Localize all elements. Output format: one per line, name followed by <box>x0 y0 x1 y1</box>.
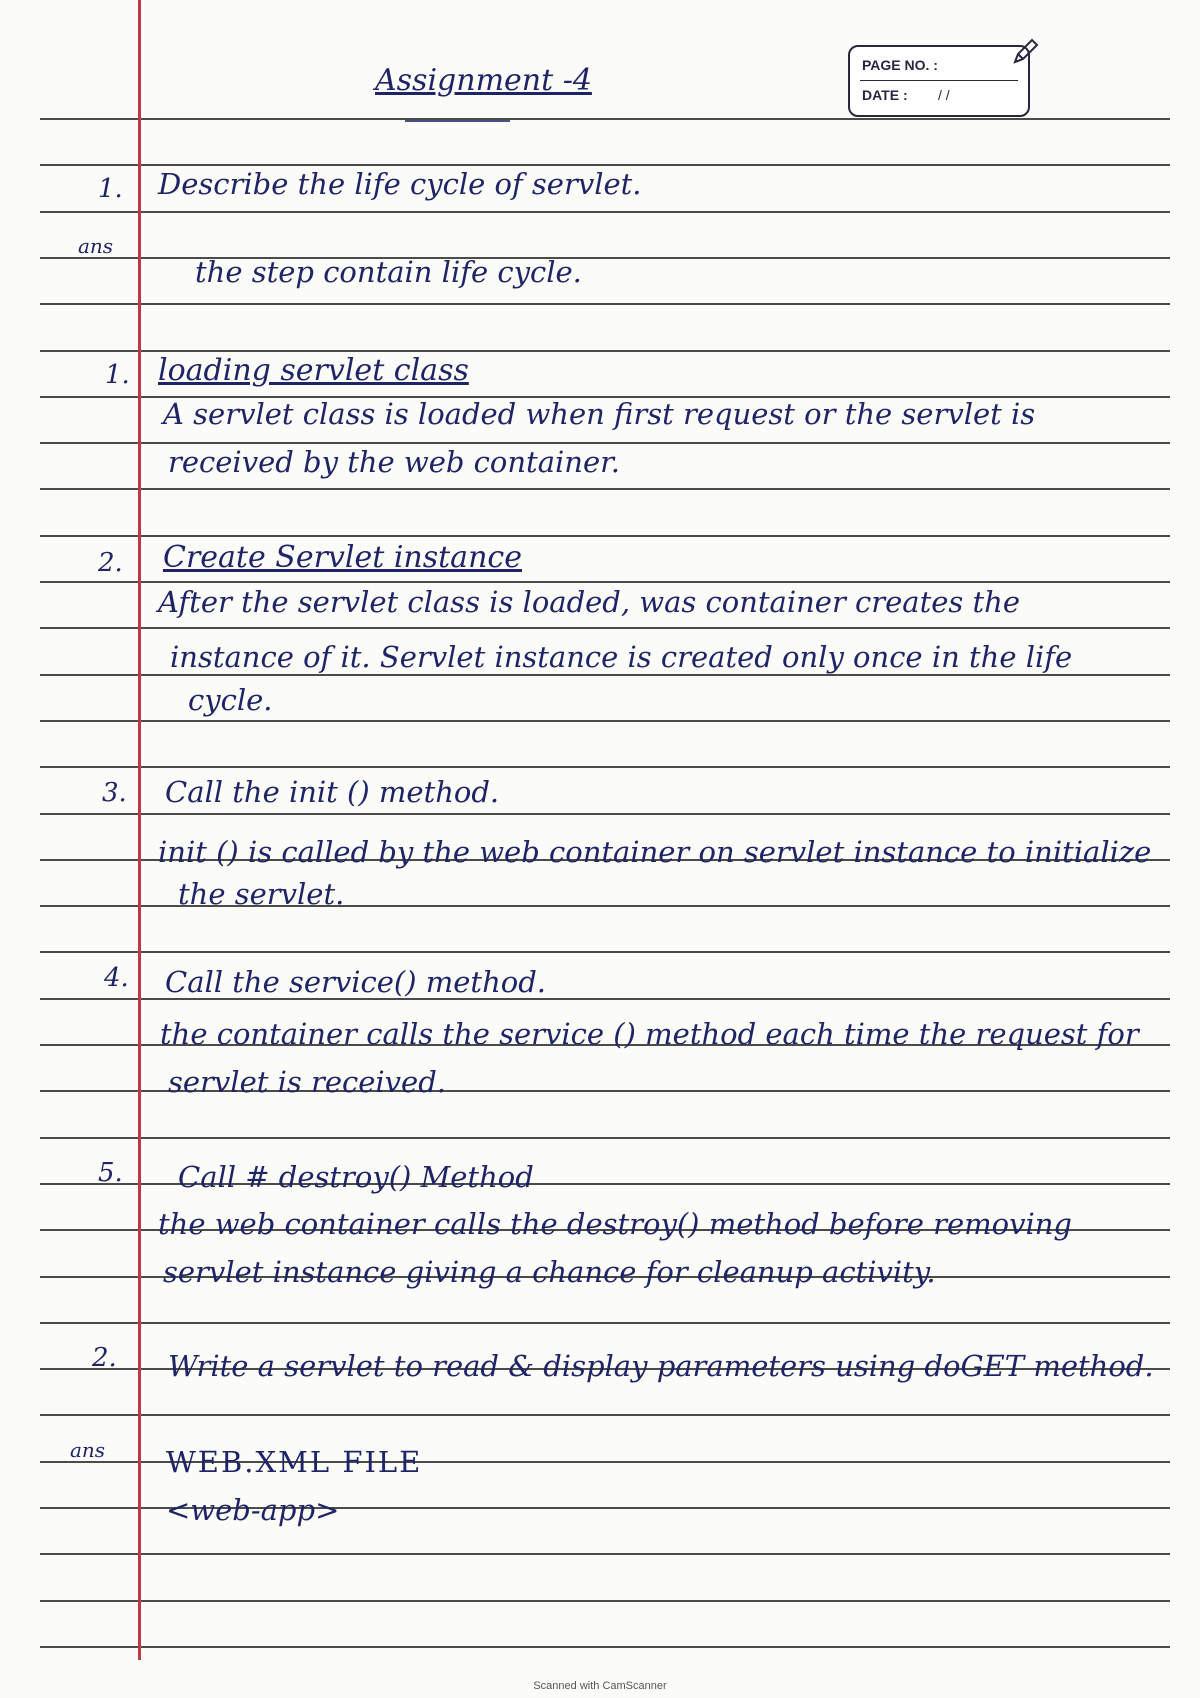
ruled-line <box>40 1137 1170 1139</box>
answer-mark-2: ans <box>70 1438 106 1462</box>
page-no-label: PAGE NO. : <box>862 57 938 73</box>
step-5-heading: Call # destroy() Method <box>178 1160 534 1194</box>
step-3-line-1: init () is called by the web container on servlet instance to initialize <box>158 835 1152 869</box>
margin-line <box>138 0 141 1660</box>
ruled-line <box>40 1646 1170 1648</box>
step-2-line-1: After the servlet class is loaded, was container creates the <box>158 585 1020 619</box>
step-2-number: 2. <box>98 548 123 578</box>
pencil-icon <box>1010 37 1040 67</box>
ruled-line <box>40 350 1170 352</box>
ruled-line <box>40 1553 1170 1555</box>
scanner-footer: Scanned with CamScanner <box>533 1680 667 1692</box>
step-2-heading: Create Servlet instance <box>163 540 522 575</box>
ruled-line <box>40 627 1170 629</box>
ruled-line <box>40 118 1170 120</box>
step-5-number: 5. <box>98 1158 123 1188</box>
question-2-text: Write a servlet to read & display parameters using doGET method. <box>168 1349 1154 1383</box>
step-3-heading: Call the init () method. <box>165 775 500 809</box>
step-4-number: 4. <box>104 963 129 993</box>
step-3-number: 3. <box>102 778 127 808</box>
step-4-line-1: the container calls the service () method each time the request for <box>160 1017 1139 1051</box>
ruled-line <box>40 303 1170 305</box>
step-1-line-1: A servlet class is loaded when first request or the servlet is <box>163 397 1036 431</box>
step-1-number: 1. <box>105 360 130 390</box>
title-flourish <box>405 120 510 122</box>
web-xml-title: WEB.XML FILE <box>166 1445 423 1479</box>
ruled-line <box>40 1322 1170 1324</box>
ruled-line <box>40 211 1170 213</box>
step-2-line-2: instance of it. Servlet instance is created only once in the life <box>170 640 1073 674</box>
step-1-heading: loading servlet class <box>158 353 469 388</box>
page-title: Assignment -4 <box>375 63 592 98</box>
page-date-box <box>848 45 1030 117</box>
date-value: / / <box>938 87 950 103</box>
step-5-line-1: the web container calls the destroy() method before removing <box>158 1207 1072 1241</box>
intro-line: the step contain life cycle. <box>195 255 582 289</box>
page-date-divider <box>860 80 1018 81</box>
ruled-line <box>40 1600 1170 1602</box>
answer-mark-1: ans <box>78 234 114 258</box>
ruled-line <box>40 442 1170 444</box>
date-label: DATE : <box>862 87 908 103</box>
step-3-line-2: the servlet. <box>178 877 345 911</box>
ruled-line <box>40 766 1170 768</box>
step-1-line-2: received by the web container. <box>168 445 621 479</box>
question-1-text: Describe the life cycle of servlet. <box>158 167 642 201</box>
ruled-line <box>40 674 1170 676</box>
ruled-line <box>40 581 1170 583</box>
ruled-line <box>40 813 1170 815</box>
web-app-tag: <web-app> <box>166 1493 340 1527</box>
question-2-number: 2. <box>92 1343 117 1373</box>
ruled-line <box>40 164 1170 166</box>
ruled-line <box>40 488 1170 490</box>
ruled-line <box>40 951 1170 953</box>
question-1-number: 1. <box>98 174 123 204</box>
step-2-line-3: cycle. <box>188 683 273 717</box>
ruled-line <box>40 535 1170 537</box>
ruled-line <box>40 720 1170 722</box>
ruled-line <box>40 1414 1170 1416</box>
step-5-line-2: servlet instance giving a chance for cleanup activity. <box>163 1255 936 1289</box>
step-4-line-2: servlet is received. <box>168 1065 447 1099</box>
step-4-heading: Call the service() method. <box>165 965 547 999</box>
